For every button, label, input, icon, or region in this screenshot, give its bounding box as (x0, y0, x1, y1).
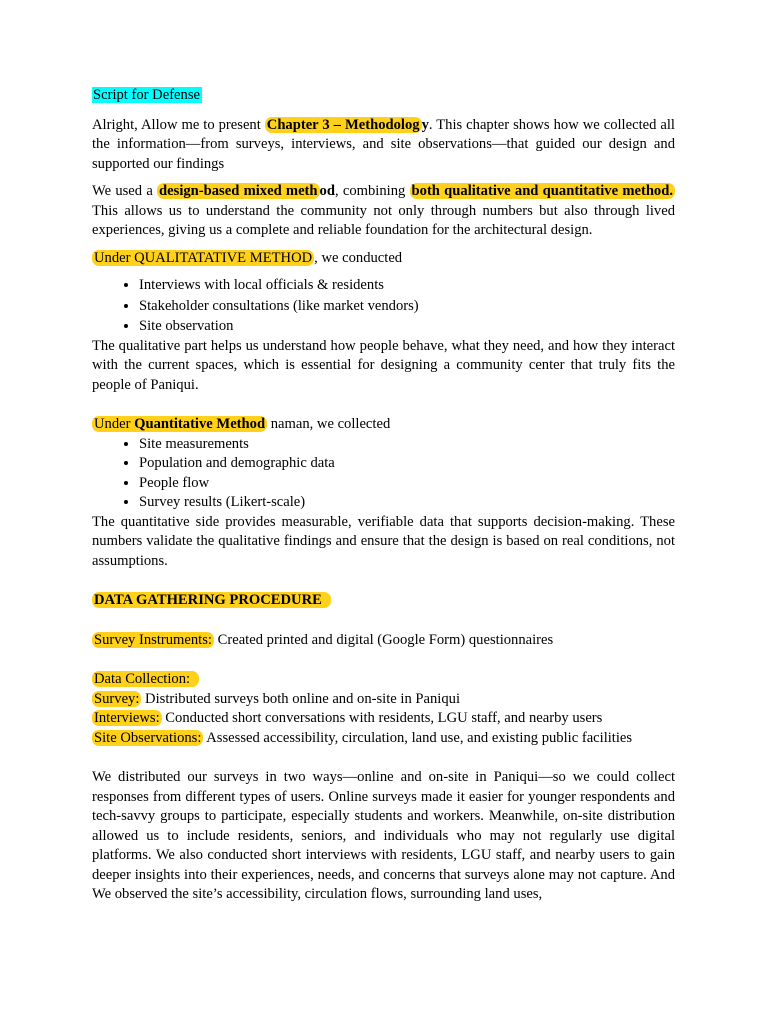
quantitative-paragraph: The quantitative side provides measurable, verifiable data that supports decision-making. These numbers validate the qualitative findings and ensure that the design is based on real conditions, not assumptions. (92, 513, 675, 569)
list-item: • Population and demographic data (139, 454, 675, 474)
site-label: Site Observations: (94, 729, 202, 746)
site-observations-line: Site Observations: Assessed accessibility, circulation, land use, and existing public facilities (94, 729, 633, 746)
qual-quant-highlight: both qualitative and quantitative method. (411, 183, 673, 199)
qualitative-highlight: Under QUALITATATIVE METHOD (94, 249, 313, 266)
list-item: • People flow (139, 474, 675, 494)
method-paragraph: We used a design-based mixed meth od, combining both qualitative and quantitative method. This allows us to understand the community not only through numbers but also through lived experiences, giving us a complete and reliable foundation for the architectural design. (92, 183, 675, 238)
qualitative-heading: Under QUALITATATIVE METHOD , we conducted (94, 249, 403, 266)
interviews-line: Interviews: Conducted short conversations with residents, LGU staff, and nearby users (94, 710, 603, 726)
quantitative-heading: Under Quantitative Method naman, we collected (94, 416, 391, 432)
mixed-method-highlight: design-based mixed meth (159, 183, 318, 199)
chapter-highlight: Chapter 3 – Methodolog (266, 116, 420, 133)
survey-label: Survey: (94, 690, 140, 707)
instruments-label: Survey Instruments: (94, 631, 212, 648)
qualitative-list (92, 276, 675, 337)
document-title (92, 86, 675, 106)
list-item: • Site measurements (139, 435, 675, 455)
qualitative-paragraph: The qualitative part helps us understand how people behave, what they need, and how they interact with the current spaces, which is essential for designing a community center that truly fits the people of Paniqui. (92, 337, 675, 393)
title-highlight: Script for Defense (93, 87, 200, 103)
collection-label: Data Collection: (92, 671, 199, 687)
interviews-label: Interviews: (94, 710, 160, 726)
quantitative-list (92, 435, 675, 513)
list-item: • Interviews with local officials & residents (139, 276, 675, 296)
list-item: • Survey results (Likert-scale) (139, 493, 675, 513)
distribution-paragraph: We distributed our surveys in two ways—online and on-site in Paniqui—so we could collect responses from different types of users. Online surveys made it easier for younger respondents and tech-savvy groups to participate, especially students and workers. Meanwhile, on-site distribution allowed us to include residents, seniors, and individuals who may not regularly use digital platforms. We also conducted short interviews with residents, LGU staff, and nearby users to gain deeper insights into their experiences, needs, and concerns that surveys alone may not capture. And We observed the site’s accessibility, circulation flows, surrounding land uses, (92, 769, 675, 902)
procedure-heading (92, 591, 675, 611)
document-body (92, 86, 675, 905)
procedure-highlight: DATA GATHERING PROCEDURE (92, 592, 331, 608)
quantitative-highlight: Under Quantitative Method (94, 416, 266, 432)
survey-instruments-line: Survey Instruments: Created printed and digital (Google Form) questionnaires (94, 631, 554, 648)
list-item: • Site observation (139, 317, 675, 337)
list-item: • Stakeholder consultations (like market vendors) (139, 297, 675, 317)
intro-paragraph: Alright, Allow me to present Chapter 3 – Methodolog y. This chapter shows how we collected all the information—from surveys, interviews, and site observations—that guided our design and supported our findings (92, 116, 675, 172)
survey-line: Survey: Distributed surveys both online and on-site in Paniqui (94, 690, 461, 707)
data-collection-label-line (92, 670, 675, 690)
